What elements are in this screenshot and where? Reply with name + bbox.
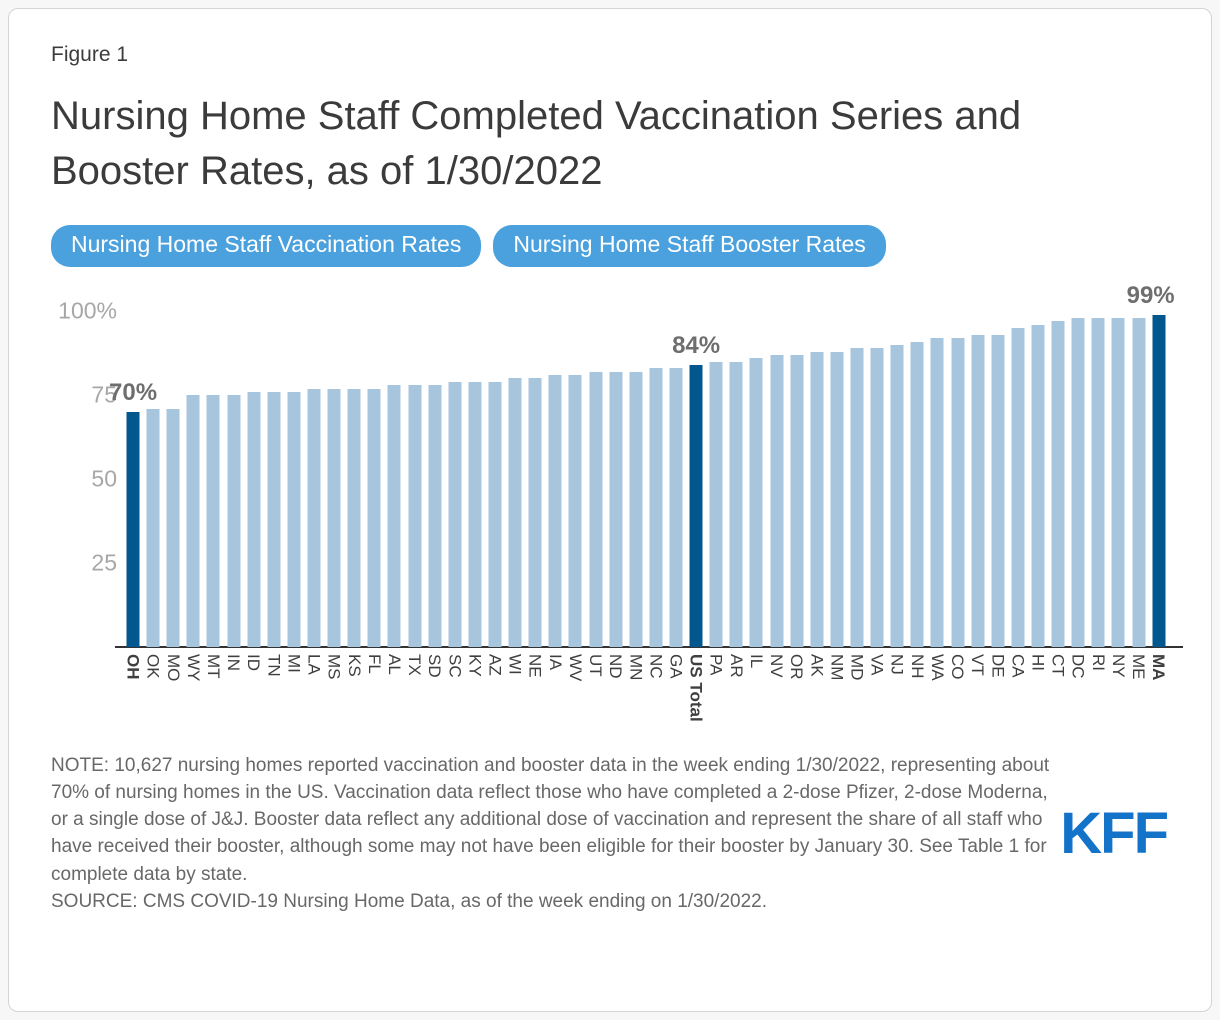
- bar-slot-fl: [364, 311, 384, 647]
- bar-va[interactable]: [871, 348, 884, 647]
- bar-de[interactable]: [991, 335, 1004, 647]
- bar-slot-ks: [344, 311, 364, 647]
- bar-column-ga: [666, 311, 686, 722]
- bar-slot-nj: [887, 311, 907, 647]
- bar-hi[interactable]: [1031, 325, 1044, 648]
- bar-column-vt: [968, 311, 988, 722]
- bar-pa[interactable]: [710, 362, 723, 648]
- bar-slot-mo: [163, 311, 183, 647]
- x-label-nh: NH: [907, 654, 927, 679]
- x-label-ma: MA: [1149, 654, 1169, 681]
- x-label-la: LA: [304, 654, 324, 676]
- bar-nv[interactable]: [770, 355, 783, 647]
- x-label-mn: MN: [626, 654, 646, 681]
- bar-ga[interactable]: [670, 368, 683, 647]
- bar-column-nv: [767, 311, 787, 722]
- bar-column-mo: [163, 311, 183, 722]
- bar-mn[interactable]: [629, 372, 642, 648]
- bar-slot-ak: [807, 311, 827, 647]
- x-label-nm: NM: [827, 654, 847, 681]
- bar-slot-wa: [927, 311, 947, 647]
- x-label-ca: CA: [1008, 654, 1028, 678]
- bar-ct[interactable]: [1052, 321, 1065, 647]
- x-label-md: MD: [847, 654, 867, 681]
- bar-column-az: [485, 311, 505, 722]
- bar-column-la: [304, 311, 324, 722]
- bar-mi[interactable]: [287, 392, 300, 647]
- tab-booster-rates[interactable]: Nursing Home Staff Booster Rates: [493, 225, 885, 267]
- bar-column-ak: [807, 311, 827, 722]
- bar-slot-al: [384, 311, 404, 647]
- bar-slot-ar: [726, 311, 746, 647]
- bar-slot-la: [304, 311, 324, 647]
- x-label-co: CO: [948, 654, 968, 680]
- x-label-fl: FL: [364, 654, 384, 675]
- bar-column-pa: [706, 311, 726, 722]
- bar-column-il: [746, 311, 766, 722]
- bar-slot-va: [867, 311, 887, 647]
- bar-slot-ne: [525, 311, 545, 647]
- bar-column-or: [787, 311, 807, 722]
- bar-column-sd: [425, 311, 445, 722]
- bar-slot-mn: [626, 311, 646, 647]
- y-tick-100: 100%: [58, 297, 117, 324]
- bar-ri[interactable]: [1092, 318, 1105, 647]
- x-label-de: DE: [988, 654, 1008, 678]
- bar-md[interactable]: [850, 348, 863, 647]
- bar-ny[interactable]: [1112, 318, 1125, 647]
- bar-mt[interactable]: [207, 395, 220, 647]
- bar-ca[interactable]: [1011, 328, 1024, 647]
- bar-slot-nm: [827, 311, 847, 647]
- bar-az[interactable]: [489, 382, 502, 647]
- bar-dc[interactable]: [1072, 318, 1085, 647]
- bar-column-ct: [1048, 311, 1068, 722]
- x-label-ut: UT: [586, 654, 606, 677]
- bar-nd[interactable]: [609, 372, 622, 648]
- x-label-id: ID: [244, 654, 264, 672]
- x-label-ok: OK: [143, 654, 163, 679]
- x-label-ky: KY: [465, 654, 485, 677]
- x-label-va: VA: [867, 654, 887, 676]
- x-label-mi: MI: [284, 654, 304, 674]
- bar-or[interactable]: [790, 355, 803, 647]
- bar-column-fl: [364, 311, 384, 722]
- tab-vaccination-rates[interactable]: Nursing Home Staff Vaccination Rates: [51, 225, 481, 267]
- bar-column-mn: [626, 311, 646, 722]
- tab-bar: [51, 225, 1169, 267]
- x-label-ct: CT: [1048, 654, 1068, 677]
- x-label-us-total: US Total: [686, 654, 706, 722]
- bar-column-va: [867, 311, 887, 722]
- bar-slot-tn: [264, 311, 284, 647]
- bar-tn[interactable]: [267, 392, 280, 647]
- bar-wa[interactable]: [931, 338, 944, 647]
- bar-column-tn: [264, 311, 284, 722]
- x-label-me: ME: [1129, 654, 1149, 680]
- x-label-nd: ND: [606, 654, 626, 679]
- bar-slot-ok: [143, 311, 163, 647]
- bar-slot-or: [787, 311, 807, 647]
- data-label-ma: 99%: [1126, 281, 1175, 309]
- x-label-nc: NC: [646, 654, 666, 679]
- bar-sd[interactable]: [428, 385, 441, 647]
- plot-area: [109, 281, 1175, 722]
- bar-slot-nd: [606, 311, 626, 647]
- bar-slot-co: [947, 311, 967, 647]
- bar-slot-sd: [425, 311, 445, 647]
- bar-slot-il: [746, 311, 766, 647]
- bar-column-co: [947, 311, 967, 722]
- x-label-mt: MT: [203, 654, 223, 679]
- x-label-il: IL: [746, 654, 766, 669]
- bar-column-ca: [1008, 311, 1028, 722]
- kff-logo: KFF: [1060, 800, 1167, 866]
- bar-ak[interactable]: [810, 352, 823, 648]
- bar-column-dc: [1068, 311, 1088, 722]
- x-label-pa: PA: [706, 654, 726, 676]
- x-label-oh: OH: [123, 654, 143, 680]
- bar-slot-in: [224, 311, 244, 647]
- bar-slot-us-total: [672, 311, 721, 647]
- bar-slot-pa: [706, 311, 726, 647]
- bar-ms[interactable]: [328, 389, 341, 648]
- bar-mo[interactable]: [167, 409, 180, 648]
- bar-slot-vt: [968, 311, 988, 647]
- x-label-ri: RI: [1088, 654, 1108, 672]
- x-label-wy: WY: [183, 654, 203, 682]
- source-text: SOURCE: CMS COVID-19 Nursing Home Data, as of the week ending on 1/30/2022.: [51, 890, 768, 912]
- bar-wi[interactable]: [509, 378, 522, 647]
- x-label-az: AZ: [485, 654, 505, 676]
- footer: [51, 752, 1169, 915]
- bar-ky[interactable]: [468, 382, 481, 647]
- bar-slot-mi: [284, 311, 304, 647]
- bar-slot-md: [847, 311, 867, 647]
- x-label-ks: KS: [344, 654, 364, 677]
- bar-sc[interactable]: [448, 382, 461, 647]
- bar-column-ri: [1088, 311, 1108, 722]
- bar-wy[interactable]: [187, 395, 200, 647]
- bar-slot-wi: [505, 311, 525, 647]
- x-label-ny: NY: [1108, 654, 1128, 678]
- data-label-us-total: 84%: [672, 332, 721, 360]
- bar-slot-ma: [1126, 281, 1175, 647]
- note-text: NOTE: 10,627 nursing homes reported vaccination and booster data in the week ending 1/30/2022, representing about 70% of nursing homes in the US. Vaccination data reflect those who have completed a 2-dose Pfizer, 2-dose Moderna, or a single dose of J&J. Booster data reflect any additional dose of vaccination and represent the share of all staff who have received their booster, although some may not have been eligible for their booster by January 30. See Table 1 for complete data by state.: [51, 754, 1050, 885]
- bar-slot-me: [1128, 311, 1148, 647]
- bar-column-nd: [606, 311, 626, 722]
- bar-column-wv: [565, 311, 585, 722]
- bar-wv[interactable]: [569, 375, 582, 647]
- x-label-sd: SD: [425, 654, 445, 678]
- figure-label: Figure 1: [51, 43, 129, 66]
- bar-in[interactable]: [227, 395, 240, 647]
- bar-co[interactable]: [951, 338, 964, 647]
- bar-slot-de: [988, 311, 1008, 647]
- bar-column-id: [244, 311, 264, 722]
- bar-column-mt: [203, 311, 223, 722]
- data-label-oh: 70%: [109, 379, 158, 407]
- x-label-mo: MO: [163, 654, 183, 682]
- bar-ok[interactable]: [147, 409, 160, 648]
- bar-column-ar: [726, 311, 746, 722]
- bar-us-total[interactable]: [690, 365, 703, 647]
- bar-column-mi: [284, 311, 304, 722]
- x-label-wv: WV: [565, 654, 585, 682]
- x-label-in: IN: [224, 654, 244, 672]
- bar-column-ny: [1108, 311, 1128, 722]
- bar-column-ms: [324, 311, 344, 722]
- bar-il[interactable]: [750, 358, 763, 647]
- bar-column-me: [1128, 311, 1148, 722]
- bar-ks[interactable]: [348, 389, 361, 648]
- y-tick-75: 75: [91, 381, 117, 408]
- bar-column-hi: [1028, 311, 1048, 722]
- bar-column-ks: [344, 311, 364, 722]
- bar-column-ne: [525, 311, 545, 722]
- bar-ne[interactable]: [529, 378, 542, 647]
- x-label-ak: AK: [807, 654, 827, 677]
- bar-column-in: [224, 311, 244, 722]
- bar-slot-ca: [1008, 311, 1028, 647]
- bar-column-ia: [545, 311, 565, 722]
- x-label-wi: WI: [505, 654, 525, 676]
- bar-slot-wv: [565, 311, 585, 647]
- x-label-vt: VT: [968, 654, 988, 676]
- y-axis: [51, 297, 123, 647]
- x-label-wa: WA: [927, 654, 947, 682]
- x-label-ms: MS: [324, 654, 344, 680]
- y-tick-25: 25: [91, 549, 117, 576]
- x-label-ga: GA: [666, 654, 686, 679]
- x-label-ia: IA: [545, 654, 565, 671]
- bar-slot-ny: [1108, 311, 1128, 647]
- bar-ma[interactable]: [1152, 315, 1165, 648]
- bar-slot-mt: [203, 311, 223, 647]
- bar-nj[interactable]: [891, 345, 904, 647]
- bar-column-wa: [927, 311, 947, 722]
- bar-ut[interactable]: [589, 372, 602, 648]
- x-label-tn: TN: [264, 654, 284, 677]
- bar-slot-ga: [666, 311, 686, 647]
- bar-slot-az: [485, 311, 505, 647]
- bar-vt[interactable]: [971, 335, 984, 647]
- x-label-or: OR: [787, 654, 807, 680]
- bar-slot-ct: [1048, 311, 1068, 647]
- bar-slot-ut: [586, 311, 606, 647]
- bar-nh[interactable]: [911, 342, 924, 648]
- bar-al[interactable]: [388, 385, 401, 647]
- bar-id[interactable]: [247, 392, 260, 647]
- bar-slot-nh: [907, 311, 927, 647]
- bar-slot-hi: [1028, 311, 1048, 647]
- bar-slot-nv: [767, 311, 787, 647]
- bar-column-nj: [887, 311, 907, 722]
- bar-la[interactable]: [308, 389, 321, 648]
- bar-slot-ia: [545, 311, 565, 647]
- bar-column-sc: [445, 311, 465, 722]
- x-label-dc: DC: [1068, 654, 1088, 679]
- bar-fl[interactable]: [368, 389, 381, 648]
- x-label-tx: TX: [405, 654, 425, 676]
- bar-column-tx: [405, 311, 425, 722]
- page-title: Nursing Home Staff Completed Vaccination Series and Booster Rates, as of 1/30/2022: [51, 94, 1022, 194]
- x-label-ar: AR: [726, 654, 746, 678]
- bar-slot-ky: [465, 311, 485, 647]
- bar-slot-ms: [324, 311, 344, 647]
- figure-card: [8, 8, 1212, 1012]
- bar-column-al: [384, 311, 404, 722]
- bar-column-ky: [465, 311, 485, 722]
- bar-column-nh: [907, 311, 927, 722]
- bar-slot-dc: [1068, 311, 1088, 647]
- bar-column-nc: [646, 311, 666, 722]
- bar-slot-wy: [183, 311, 203, 647]
- bar-slot-id: [244, 311, 264, 647]
- x-label-nj: NJ: [887, 654, 907, 676]
- bar-column-nm: [827, 311, 847, 722]
- x-label-al: AL: [384, 654, 404, 676]
- x-label-nv: NV: [767, 654, 787, 678]
- bar-chart: [51, 281, 1175, 722]
- x-label-ne: NE: [525, 654, 545, 678]
- bar-column-wy: [183, 311, 203, 722]
- bar-slot-oh: [109, 311, 158, 647]
- bar-column-md: [847, 311, 867, 722]
- bar-column-ut: [586, 311, 606, 722]
- x-label-sc: SC: [445, 654, 465, 678]
- bar-oh[interactable]: [127, 412, 140, 647]
- bar-slot-nc: [646, 311, 666, 647]
- x-label-hi: HI: [1028, 654, 1048, 672]
- bar-nc[interactable]: [649, 368, 662, 647]
- bar-tx[interactable]: [408, 385, 421, 647]
- bar-slot-ri: [1088, 311, 1108, 647]
- bar-ar[interactable]: [730, 362, 743, 648]
- y-tick-50: 50: [91, 465, 117, 492]
- bar-nm[interactable]: [830, 352, 843, 648]
- bar-slot-sc: [445, 311, 465, 647]
- bar-column-de: [988, 311, 1008, 722]
- bar-column-wi: [505, 311, 525, 722]
- bar-me[interactable]: [1132, 318, 1145, 647]
- bar-slot-tx: [405, 311, 425, 647]
- bar-column-ok: [143, 311, 163, 722]
- bar-ia[interactable]: [549, 375, 562, 647]
